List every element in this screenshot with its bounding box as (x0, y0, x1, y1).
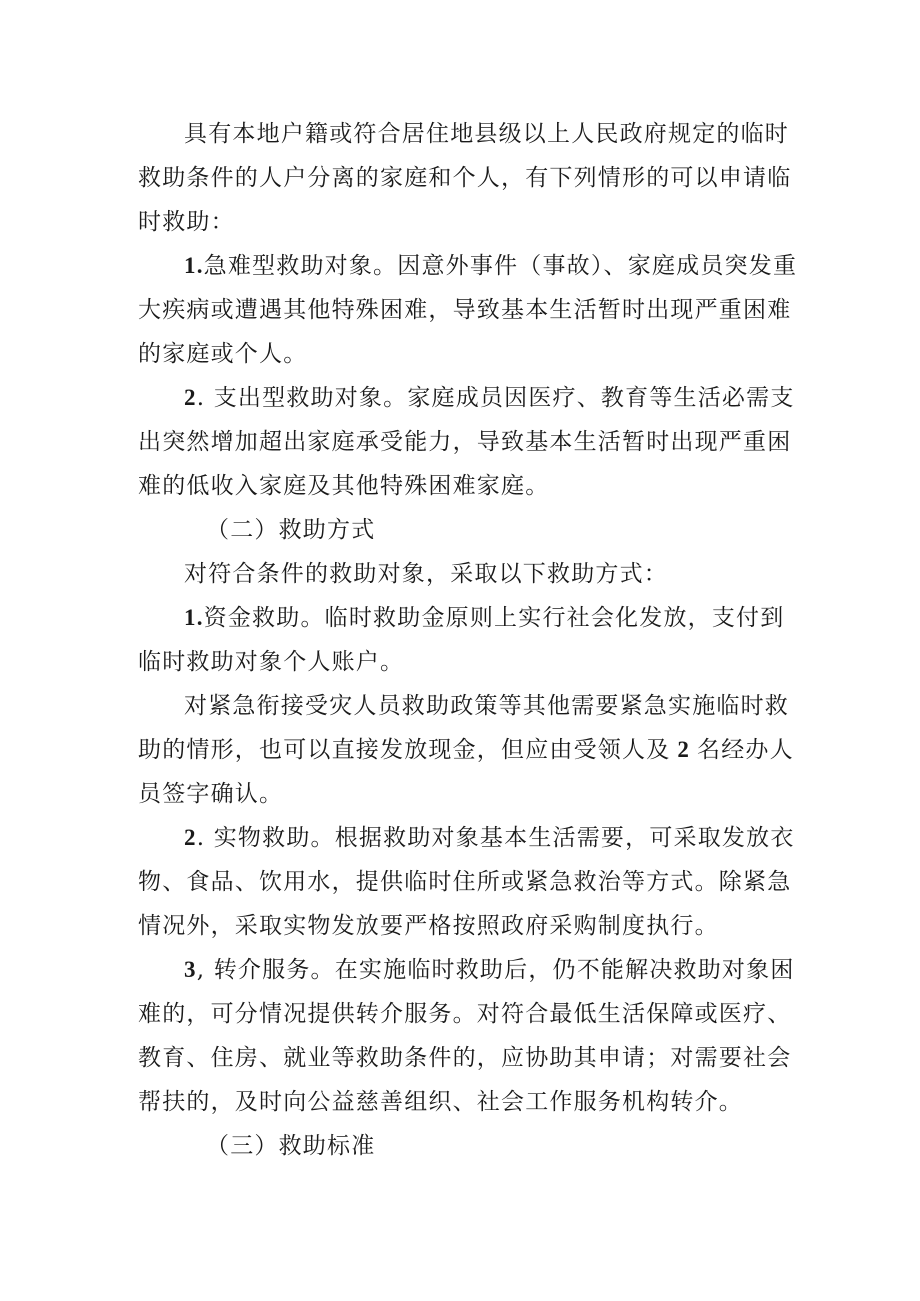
item-number: 3 (184, 957, 197, 982)
intro-paragraph: 具有本地户籍或符合居住地县级以上人民政府规定的临时救助条件的人户分离的家庭和个人，有下列情形的可以申请临时救助： (138, 121, 792, 235)
document-body (138, 112, 808, 1168)
cash-aid-paragraph: 1.资金救助。临时救助金原则上实行社会化发放，支付到临时救助对象个人账户。 (138, 605, 785, 675)
section-heading-3: （三）救助标准 (206, 1133, 376, 1159)
item-number: 2 (184, 385, 197, 410)
item-number: 1. (184, 605, 204, 630)
expense-type-paragraph: 2. 支出型救助对象。家庭成员因医疗、教育等生活必需支出突然增加超出家庭承受能力，导致基本生活暂时出现严重困难的低收入家庭及其他特殊困难家庭。 (138, 385, 795, 499)
section-heading-2: （二）救助方式 (206, 517, 376, 543)
in-kind-aid-paragraph: 2. 实物救助。根据救助对象基本生活需要，可采取发放衣物、食品、饮用水，提供临时住所或紧急救治等方式。除紧急情况外，采取实物发放要严格按照政府采购制度执行。 (138, 825, 795, 939)
cash-exception-paragraph: 对紧急衔接受灾人员救助政策等其他需要紧急实施临时救助的情形，也可以直接发放现金，但应由受领人及 2 名经办人员签字确认。 (138, 693, 794, 807)
inline-number: 2 (670, 737, 698, 762)
item-number: 2 (184, 825, 197, 850)
emergency-type-paragraph: 1.急难型救助对象。因意外事件（事故）、家庭成员突发重大疾病或遭遇其他特殊困难，导致基本生活暂时出现严重困难的家庭或个人。 (138, 253, 798, 367)
referral-paragraph: 3, 转介服务。在实施临时救助后，仍不能解决救助对象困难的，可分情况提供转介服务。对符合最低生活保障或医疗、教育、住房、就业等救助条件的，应协助其申请；对需要社会帮扶的，及时向公益慈善组织、社会工作服务机构转介。 (138, 957, 795, 1115)
methods-intro-paragraph: 对符合条件的救助对象，采取以下救助方式： (184, 561, 668, 587)
item-number: 1. (184, 253, 204, 278)
